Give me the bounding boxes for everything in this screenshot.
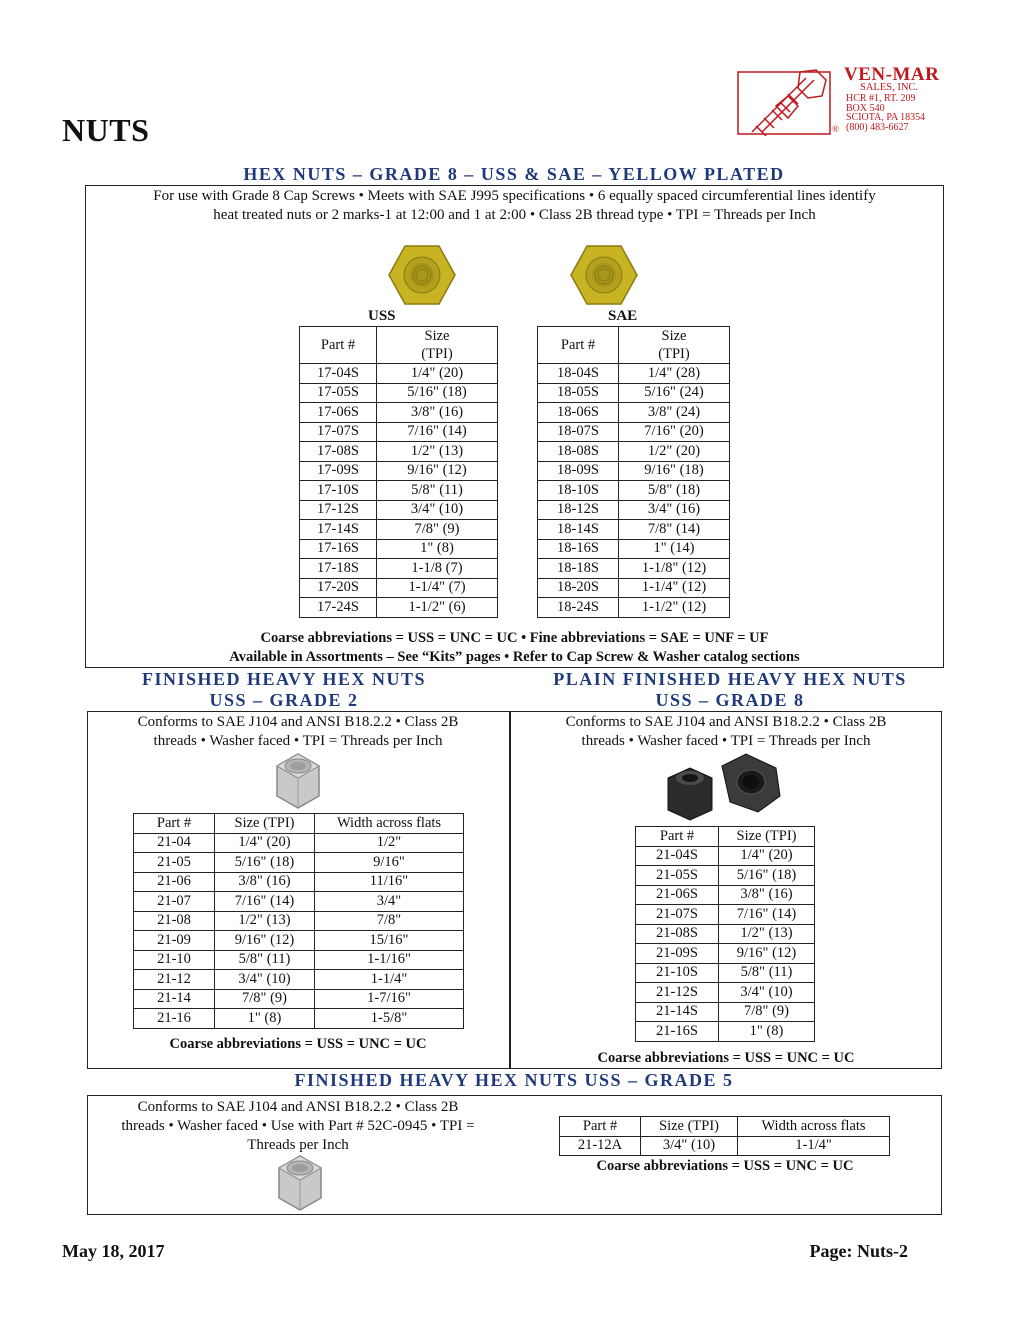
hex-section-title: HEX NUTS – GRADE 8 – USS & SAE – YELLOW PLATED: [243, 164, 785, 184]
part-cell: 21-07S: [636, 905, 719, 925]
fhh5-note: Coarse abbreviations = USS = UNC = UC: [596, 1158, 854, 1174]
size-cell: 7/8" (9): [215, 989, 315, 1009]
fhh2-title-line2: USS – GRADE 2: [209, 690, 359, 710]
part-cell: 21-16S: [636, 1022, 719, 1042]
size-cell: 7/16" (14): [719, 905, 815, 925]
fhh2-note: Coarse abbreviations = USS = UNC = UC: [169, 1036, 427, 1052]
fhh2-desc-line1: Conforms to SAE J104 and ANSI B18.2.2 • Class 2B: [137, 714, 459, 730]
uss-table: [299, 326, 498, 618]
size-cell: 5/16" (18): [377, 383, 498, 403]
width-cell: 1-7/16": [315, 989, 464, 1009]
hex-section-box: [85, 185, 944, 668]
part-cell: 17-20S: [300, 578, 377, 598]
uss-head-size: [377, 327, 498, 364]
size-cell: 7/8" (9): [719, 1002, 815, 1022]
table-row: [538, 559, 730, 579]
table-row: [538, 520, 730, 540]
part-cell: 17-24S: [300, 598, 377, 618]
fhh5-head-width: Width across flats: [738, 1117, 890, 1137]
part-cell: 17-16S: [300, 539, 377, 559]
part-cell: 21-08S: [636, 924, 719, 944]
section-divider: [509, 711, 511, 1069]
part-cell: 21-12: [134, 970, 215, 990]
pfhh8-head-part: Part #: [636, 827, 719, 847]
size-cell: 3/8" (16): [377, 403, 498, 423]
table-row: [300, 422, 498, 442]
size-cell: 1" (8): [377, 539, 498, 559]
hex-note-abbrev: Coarse abbreviations = USS = UNC = UC • Fine abbreviations = SAE = UNF = UF: [260, 630, 769, 646]
hex-desc-line1: For use with Grade 8 Cap Screws • Meets with SAE J995 specifications • 6 equally spaced circumferential lines identify: [153, 188, 876, 204]
bolt-logo-icon: [736, 66, 840, 136]
table-row: [538, 539, 730, 559]
size-cell: 3/8" (16): [719, 885, 815, 905]
part-cell: 17-09S: [300, 461, 377, 481]
table-row: [134, 911, 464, 931]
black-hex-nuts-icon: [662, 752, 786, 822]
sae-head-size-line1: Size: [661, 328, 687, 344]
table-row: [636, 944, 815, 964]
fhh2-head-size: Size (TPI): [215, 814, 315, 834]
fhh2-title-line1: FINISHED HEAVY HEX NUTS: [141, 669, 427, 689]
part-cell: 18-14S: [538, 520, 619, 540]
size-cell: 1/2" (13): [719, 924, 815, 944]
size-cell: 1" (8): [719, 1022, 815, 1042]
part-cell: 18-16S: [538, 539, 619, 559]
table-row: [538, 442, 730, 462]
size-cell: 5/8" (11): [215, 950, 315, 970]
uss-head-part: Part #: [300, 327, 377, 364]
company-logo: [736, 66, 961, 138]
size-cell: 5/16" (24): [619, 383, 730, 403]
footer-page: Page: Nuts-2: [809, 1241, 908, 1261]
size-cell: 1" (8): [215, 1009, 315, 1029]
pfhh8-head-size: Size (TPI): [719, 827, 815, 847]
hex-note-assortments: Available in Assortments – See “Kits” pages • Refer to Cap Screw & Washer catalog sections: [229, 649, 800, 665]
table-row: [300, 520, 498, 540]
table-row: [300, 559, 498, 579]
table-row: [300, 598, 498, 618]
logo-addr1: HCR #1, RT. 209: [846, 93, 916, 104]
table-row: [636, 1022, 815, 1042]
fhh5-head-size: Size (TPI): [641, 1117, 738, 1137]
table-row: [134, 892, 464, 912]
size-cell: 1-1/4" (7): [377, 578, 498, 598]
table-row: [636, 924, 815, 944]
part-cell: 17-12S: [300, 500, 377, 520]
pfhh8-title-line1: PLAIN FINISHED HEAVY HEX NUTS: [553, 669, 907, 689]
width-cell: 1-1/4": [738, 1136, 890, 1156]
part-cell: 21-07: [134, 892, 215, 912]
pfhh8-desc-line1: Conforms to SAE J104 and ANSI B18.2.2 • Class 2B: [565, 714, 887, 730]
part-cell: 21-14: [134, 989, 215, 1009]
part-cell: 21-04S: [636, 846, 719, 866]
part-cell: 18-05S: [538, 383, 619, 403]
table-row: [134, 872, 464, 892]
table-row: [300, 364, 498, 384]
part-cell: 21-12S: [636, 983, 719, 1003]
width-cell: 11/16": [315, 872, 464, 892]
size-cell: 1-1/8 (7): [377, 559, 498, 579]
part-cell: 21-08: [134, 911, 215, 931]
part-cell: 17-08S: [300, 442, 377, 462]
pfhh8-title-line2: USS – GRADE 8: [655, 690, 805, 710]
fhh2-head-part: Part #: [134, 814, 215, 834]
table-row: [300, 481, 498, 501]
part-cell: 18-09S: [538, 461, 619, 481]
table-row: [538, 500, 730, 520]
fhh5-table: [559, 1116, 890, 1156]
table-row: [300, 578, 498, 598]
pfhh8-table: [635, 826, 815, 1042]
width-cell: 7/8": [315, 911, 464, 931]
size-cell: 9/16" (12): [215, 931, 315, 951]
size-cell: 7/16" (20): [619, 422, 730, 442]
width-cell: 15/16": [315, 931, 464, 951]
fhh2-head-width: Width across flats: [315, 814, 464, 834]
page-title: NUTS: [62, 112, 150, 148]
part-cell: 21-05: [134, 853, 215, 873]
sae-table: [537, 326, 730, 618]
size-cell: 9/16" (12): [719, 944, 815, 964]
table-row: [134, 931, 464, 951]
table-row: [538, 403, 730, 423]
part-cell: 18-10S: [538, 481, 619, 501]
logo-addr3: SCIOTA, PA 18354: [846, 112, 926, 123]
table-row: [300, 383, 498, 403]
sae-head-part: Part #: [538, 327, 619, 364]
yellow-hex-nut-icon: [387, 244, 457, 306]
pfhh8-note: Coarse abbreviations = USS = UNC = UC: [597, 1050, 855, 1066]
width-cell: 3/4": [315, 892, 464, 912]
part-cell: 17-05S: [300, 383, 377, 403]
size-cell: 3/8" (16): [215, 872, 315, 892]
table-row: [300, 500, 498, 520]
part-cell: 17-14S: [300, 520, 377, 540]
logo-addr2: BOX 540: [846, 103, 885, 114]
size-cell: 5/8" (18): [619, 481, 730, 501]
size-cell: 1-1/4" (12): [619, 578, 730, 598]
part-cell: 17-06S: [300, 403, 377, 423]
uss-head-size-line1: Size: [424, 328, 450, 344]
width-cell: 1/2": [315, 833, 464, 853]
table-row: [636, 885, 815, 905]
sae-head-size: [619, 327, 730, 364]
size-cell: 3/4" (16): [619, 500, 730, 520]
fhh5-desc-line1: Conforms to SAE J104 and ANSI B18.2.2 • Class 2B: [137, 1099, 459, 1115]
size-cell: 1/4" (20): [719, 846, 815, 866]
uss-head-size-line2: (TPI): [421, 346, 453, 362]
logo-company: VEN-MAR: [844, 64, 940, 85]
table-row: [636, 963, 815, 983]
size-cell: 1-1/2" (6): [377, 598, 498, 618]
width-cell: 1-1/16": [315, 950, 464, 970]
size-cell: 1/4" (20): [377, 364, 498, 384]
table-row: [300, 539, 498, 559]
sae-label: SAE: [608, 308, 638, 324]
part-cell: 17-10S: [300, 481, 377, 501]
part-cell: 17-04S: [300, 364, 377, 384]
size-cell: 1/4" (28): [619, 364, 730, 384]
part-cell: 18-24S: [538, 598, 619, 618]
table-row: [636, 905, 815, 925]
size-cell: 1/4" (20): [215, 833, 315, 853]
size-cell: 1/2" (20): [619, 442, 730, 462]
size-cell: 3/8" (24): [619, 403, 730, 423]
footer-date: May 18, 2017: [62, 1241, 165, 1261]
table-row: [538, 481, 730, 501]
part-cell: 21-09: [134, 931, 215, 951]
table-row: [636, 846, 815, 866]
table-row: [300, 442, 498, 462]
table-row: [538, 578, 730, 598]
table-row: [134, 853, 464, 873]
size-cell: 1" (14): [619, 539, 730, 559]
part-cell: 21-06S: [636, 885, 719, 905]
size-cell: 3/4" (10): [641, 1136, 738, 1156]
size-cell: 5/8" (11): [377, 481, 498, 501]
size-cell: 1-1/2" (12): [619, 598, 730, 618]
logo-sub: SALES, INC.: [860, 82, 919, 93]
size-cell: 7/16" (14): [215, 892, 315, 912]
part-cell: 18-20S: [538, 578, 619, 598]
table-row: [538, 422, 730, 442]
table-row: [538, 364, 730, 384]
part-cell: 18-18S: [538, 559, 619, 579]
logo-phone: (800) 483-6627: [846, 122, 909, 133]
size-cell: 5/16" (18): [215, 853, 315, 873]
part-cell: 21-16: [134, 1009, 215, 1029]
part-cell: 21-09S: [636, 944, 719, 964]
fhh2-desc-line2: threads • Washer faced • TPI = Threads per Inch: [153, 733, 443, 749]
pfhh8-desc-line2: threads • Washer faced • TPI = Threads per Inch: [581, 733, 871, 749]
size-cell: 1/2" (13): [215, 911, 315, 931]
uss-label: USS: [368, 308, 396, 324]
part-cell: 18-06S: [538, 403, 619, 423]
size-cell: 3/4" (10): [377, 500, 498, 520]
size-cell: 7/8" (14): [619, 520, 730, 540]
part-cell: 18-04S: [538, 364, 619, 384]
part-cell: 21-04: [134, 833, 215, 853]
hex-desc-line2: heat treated nuts or 2 marks-1 at 12:00 and 1 at 2:00 • Class 2B thread type • TPI = Threads per Inch: [213, 207, 816, 223]
width-cell: 1-5/8": [315, 1009, 464, 1029]
table-row: [636, 866, 815, 886]
table-row: [134, 1009, 464, 1029]
part-cell: 21-06: [134, 872, 215, 892]
table-row: [538, 383, 730, 403]
size-cell: 9/16" (12): [377, 461, 498, 481]
table-row: [134, 950, 464, 970]
table-row: [134, 970, 464, 990]
fhh5-title: FINISHED HEAVY HEX NUTS USS – GRADE 5: [294, 1070, 734, 1090]
part-cell: 21-10: [134, 950, 215, 970]
size-cell: 7/16" (14): [377, 422, 498, 442]
table-row: [560, 1136, 890, 1156]
size-cell: 7/8" (9): [377, 520, 498, 540]
part-cell: 17-18S: [300, 559, 377, 579]
width-cell: 1-1/4": [315, 970, 464, 990]
table-row: [300, 461, 498, 481]
part-cell: 21-10S: [636, 963, 719, 983]
fhh5-desc-line3: Threads per Inch: [247, 1137, 349, 1153]
part-cell: 21-05S: [636, 866, 719, 886]
steel-hex-nut-icon: [265, 752, 331, 810]
fhh5-desc-line2: threads • Washer faced • Use with Part # 52C-0945 • TPI =: [121, 1118, 475, 1134]
size-cell: 1-1/8" (12): [619, 559, 730, 579]
size-cell: 5/8" (11): [719, 963, 815, 983]
fhh5-head-part: Part #: [560, 1117, 641, 1137]
part-cell: 18-08S: [538, 442, 619, 462]
sae-head-size-line2: (TPI): [658, 346, 690, 362]
yellow-hex-nut-icon: [569, 244, 639, 306]
part-cell: 18-07S: [538, 422, 619, 442]
width-cell: 9/16": [315, 853, 464, 873]
registered-mark: ®: [832, 124, 839, 134]
table-row: [636, 1002, 815, 1022]
table-row: [538, 461, 730, 481]
size-cell: 3/4" (10): [215, 970, 315, 990]
size-cell: 5/16" (18): [719, 866, 815, 886]
table-row: [538, 598, 730, 618]
part-cell: 21-14S: [636, 1002, 719, 1022]
table-row: [134, 833, 464, 853]
table-row: [300, 403, 498, 423]
size-cell: 3/4" (10): [719, 983, 815, 1003]
size-cell: 1/2" (13): [377, 442, 498, 462]
table-row: [636, 983, 815, 1003]
part-cell: 18-12S: [538, 500, 619, 520]
table-row: [134, 989, 464, 1009]
fhh2-table: [133, 813, 464, 1029]
steel-hex-nut-icon: [267, 1154, 333, 1212]
part-cell: 17-07S: [300, 422, 377, 442]
part-cell: 21-12A: [560, 1136, 641, 1156]
size-cell: 9/16" (18): [619, 461, 730, 481]
